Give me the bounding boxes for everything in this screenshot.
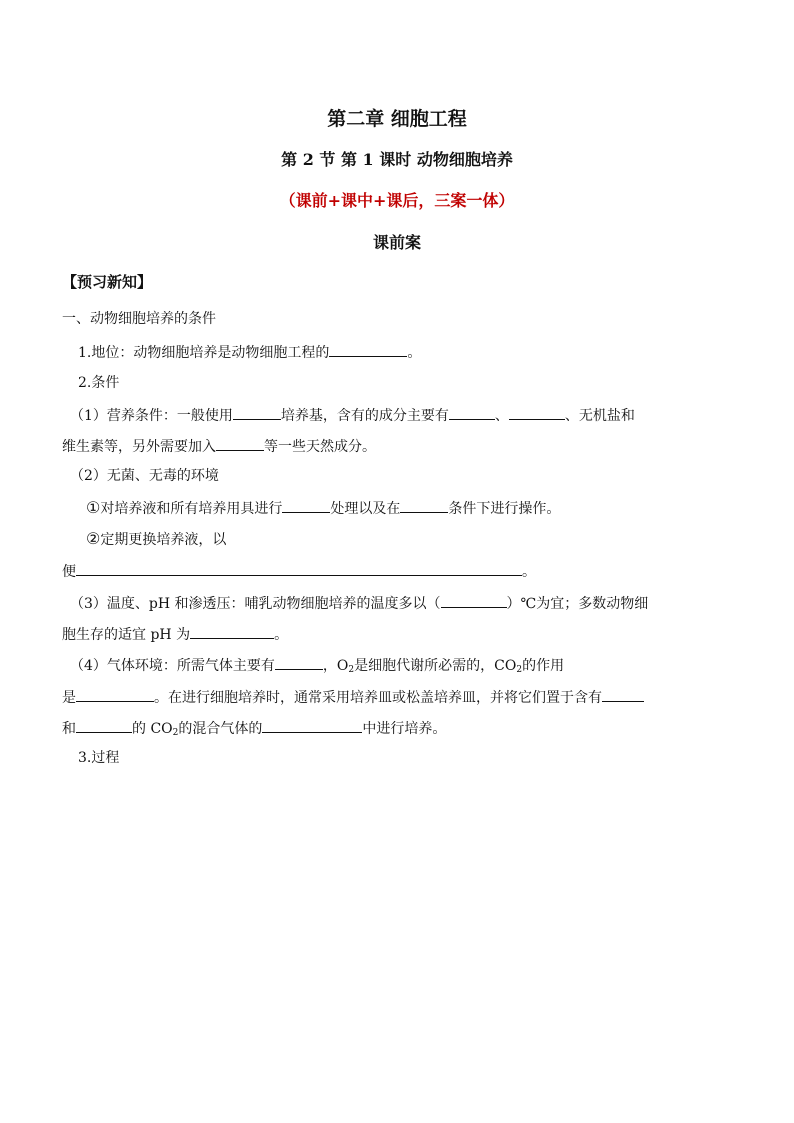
line-sterile-1: ①对培养液和所有培养用具进行 处理以及在 条件下进行操作。 bbox=[86, 498, 561, 517]
line-temperature: （3）温度、pH 和渗透压：哺乳动物细胞培养的温度多以（ ）℃为宜；多数动物细 bbox=[70, 592, 648, 614]
answer-blank[interactable] bbox=[602, 686, 644, 702]
answer-blank[interactable] bbox=[233, 404, 281, 420]
preview-header: 【预习新知】 bbox=[62, 273, 153, 291]
chapter-title: 第二章 细胞工程 bbox=[327, 108, 467, 130]
line-sterile-2-cont: 便 。 bbox=[62, 560, 536, 582]
answer-blank[interactable] bbox=[76, 717, 132, 733]
answer-blank[interactable] bbox=[329, 341, 407, 357]
line-gas-cont-2: 和 的 $CO_2$的混合气体的 中进行培养。 bbox=[62, 717, 446, 743]
line-process: 3.过程 bbox=[78, 750, 120, 766]
line-gas-cont: 是 。在进行细胞培养时，通常采用培养皿或松盖培养皿，并将它们置于含有 bbox=[62, 686, 644, 708]
line-sterile-2: ②定期更换培养液，以 bbox=[86, 529, 227, 548]
format-note: （课前+课中+课后，三案一体） bbox=[279, 191, 515, 210]
answer-blank[interactable] bbox=[76, 686, 154, 702]
answer-blank[interactable] bbox=[216, 435, 264, 451]
answer-blank[interactable] bbox=[441, 592, 507, 608]
line-nutrition: （1）营养条件：一般使用 培养基，含有的成分主要有 、 、无机盐和 bbox=[70, 404, 635, 426]
answer-blank[interactable] bbox=[400, 497, 448, 513]
answer-blank[interactable] bbox=[509, 404, 565, 420]
section-title: 课前案 bbox=[372, 233, 421, 252]
answer-blank[interactable] bbox=[449, 404, 495, 420]
answer-blank[interactable] bbox=[190, 623, 274, 639]
line-gas: （4）气体环境：所需气体主要有 ，$O_2$是细胞代谢所必需的，$CO_2$的作用 bbox=[70, 654, 564, 680]
line-nutrition-cont: 维生素等，另外需要加入 等一些天然成分。 bbox=[62, 435, 376, 457]
line-status: 1.地位：动物细胞培养是动物细胞工程的 。 bbox=[78, 341, 421, 363]
answer-blank[interactable] bbox=[275, 654, 323, 670]
line-ph: 胞生存的适宜 pH 为 。 bbox=[62, 623, 288, 645]
line-conditions: 2.条件 bbox=[78, 375, 120, 391]
lesson-subtitle: 第 2 节 第 1 课时 动物细胞培养 bbox=[281, 150, 513, 169]
answer-blank[interactable] bbox=[282, 497, 330, 513]
line-sterile: （2）无菌、无毒的环境 bbox=[70, 468, 219, 484]
heading-conditions: 一、动物细胞培养的条件 bbox=[62, 311, 216, 327]
answer-blank[interactable] bbox=[76, 560, 522, 576]
answer-blank[interactable] bbox=[262, 717, 362, 733]
